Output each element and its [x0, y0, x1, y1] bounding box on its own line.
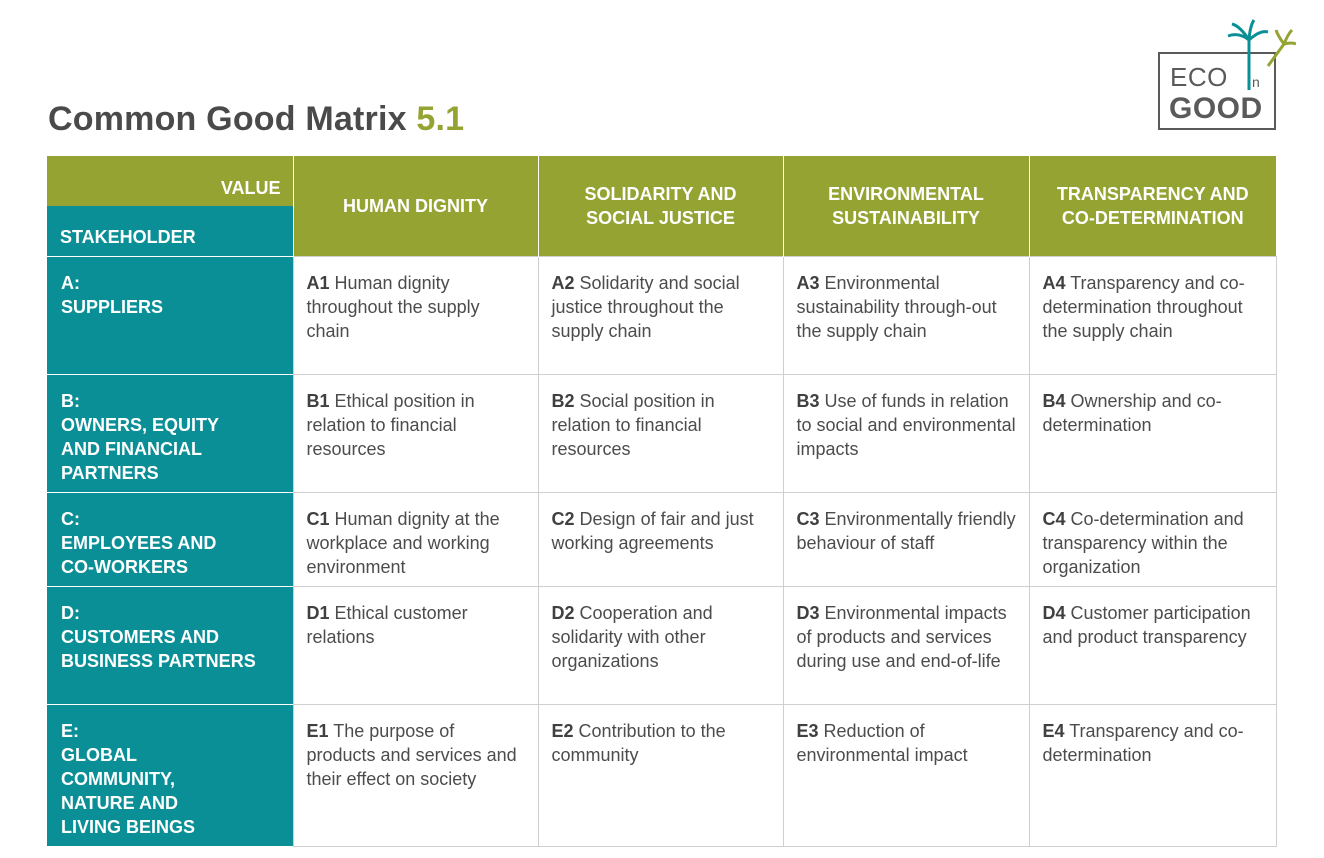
cell-code: E4 — [1042, 720, 1065, 741]
cell-text: Cooperation and solidarity with other organizations — [551, 602, 713, 671]
cell-text: Transparency and co-determination — [1042, 720, 1244, 765]
matrix-row-b — [47, 374, 1276, 492]
row-id: D: — [61, 602, 80, 623]
cell-code: C1 — [306, 508, 330, 529]
cell-code: B4 — [1042, 390, 1066, 411]
matrix-cell-b4 — [1029, 374, 1276, 492]
logo-eco-text: ECO — [1170, 62, 1228, 92]
row-label-line: PARTNERS — [61, 462, 159, 483]
matrix-cell-a4 — [1029, 256, 1276, 374]
matrix-cell-b1 — [293, 374, 538, 492]
cell-code: A4 — [1042, 272, 1066, 293]
cell-code: D1 — [306, 602, 330, 623]
cell-text: Use of funds in relation to social and environmental impacts — [796, 390, 1016, 459]
row-header-employees — [47, 492, 293, 586]
matrix-row-e — [47, 704, 1276, 846]
title-version: 5.1 — [416, 100, 465, 138]
matrix-cell-c3 — [783, 492, 1029, 586]
cell-code: A1 — [306, 272, 330, 293]
cell-text: Social position in relation to financial resources — [551, 390, 715, 459]
column-header-environmental — [783, 156, 1029, 256]
cell-code: B3 — [796, 390, 820, 411]
value-header — [47, 156, 293, 206]
cell-code: D4 — [1042, 602, 1066, 623]
title-main: Common Good Matrix — [48, 100, 407, 138]
cell-text: Environmentally friendly behaviour of staff — [796, 508, 1016, 553]
row-header-customers — [47, 586, 293, 704]
cell-text: Environmental impacts of products and services during use and end-of-life — [796, 602, 1007, 671]
row-id: B: — [61, 390, 80, 411]
row-label-line: GLOBAL — [61, 744, 137, 765]
value-label: VALUE — [220, 177, 281, 198]
matrix-cell-d3 — [783, 586, 1029, 704]
cell-text: Human dignity at the workplace and working environment — [306, 508, 500, 577]
matrix-row-c — [47, 492, 1276, 586]
row-label-line: LIVING BEINGS — [61, 816, 196, 837]
row-label-line: NATURE AND — [61, 792, 178, 813]
cell-text: Transparency and co-determination throughout the supply chain — [1042, 272, 1245, 341]
common-good-matrix — [47, 156, 1277, 847]
row-header-global-community — [47, 704, 293, 846]
matrix-cell-d2 — [538, 586, 783, 704]
row-id: A: — [61, 272, 80, 293]
cell-text: Design of fair and just working agreements — [551, 508, 754, 553]
cell-text: Ownership and co-determination — [1042, 390, 1222, 435]
row-label-line: CO-WORKERS — [61, 556, 188, 577]
column-header-line: SUSTAINABILITY — [832, 207, 980, 228]
matrix-cell-c1 — [293, 492, 538, 586]
cell-text: Human dignity throughout the supply chain — [306, 272, 480, 341]
row-label-line: SUPPLIERS — [61, 296, 164, 317]
row-label-line: BUSINESS PARTNERS — [61, 650, 256, 671]
row-header-suppliers — [47, 256, 293, 374]
column-header-human-dignity — [293, 156, 538, 256]
matrix-cell-a3 — [783, 256, 1029, 374]
matrix-cell-c4 — [1029, 492, 1276, 586]
cell-text: Ethical customer relations — [306, 602, 468, 647]
column-header-line: ENVIRONMENTAL — [828, 183, 984, 204]
column-header-line: CO-DETERMINATION — [1061, 207, 1244, 228]
row-label-line: OWNERS, EQUITY — [61, 414, 220, 435]
cell-code: E3 — [796, 720, 819, 741]
column-header-solidarity — [538, 156, 783, 256]
matrix-cell-e4 — [1029, 704, 1276, 846]
cell-code: B2 — [551, 390, 575, 411]
logo-n-text: n — [1252, 74, 1260, 90]
row-id: C: — [61, 508, 80, 529]
matrix-row-d — [47, 586, 1276, 704]
column-header-line: SOLIDARITY AND — [584, 183, 737, 204]
logo-good-text: GOOD — [1169, 92, 1263, 125]
cell-code: D3 — [796, 602, 820, 623]
cell-text: Customer participation and product transparency — [1042, 602, 1251, 647]
cell-text: Solidarity and social justice throughout the supply chain — [551, 272, 740, 341]
cell-code: B1 — [306, 390, 330, 411]
cell-text: Environmental sustainability through-out the supply chain — [796, 272, 997, 341]
matrix-row-a — [47, 256, 1276, 374]
palm-tree-icon — [1222, 18, 1296, 94]
matrix-cell-a2 — [538, 256, 783, 374]
cell-code: D2 — [551, 602, 575, 623]
cell-code: C4 — [1042, 508, 1066, 529]
cell-code: A3 — [796, 272, 820, 293]
cell-code: E2 — [551, 720, 574, 741]
cell-text: Contribution to the community — [551, 720, 726, 765]
cell-text: Co-determination and transparency within the organization — [1042, 508, 1244, 577]
cell-text: Ethical position in relation to financial resources — [306, 390, 475, 459]
matrix-cell-b2 — [538, 374, 783, 492]
cell-text: Reduction of environmental impact — [796, 720, 968, 765]
column-header-line: SOCIAL JUSTICE — [586, 207, 735, 228]
cell-code: C3 — [796, 508, 820, 529]
column-header-line: TRANSPARENCY AND — [1056, 183, 1249, 204]
row-label-line: AND FINANCIAL — [61, 438, 202, 459]
cell-code: A2 — [551, 272, 575, 293]
cell-text: The purpose of products and services and their effect on society — [306, 720, 517, 789]
page-title — [48, 100, 464, 139]
matrix-cell-d4 — [1029, 586, 1276, 704]
cell-code: C2 — [551, 508, 575, 529]
stakeholder-header — [47, 206, 293, 256]
matrix-cell-d1 — [293, 586, 538, 704]
row-id: E: — [61, 720, 79, 741]
matrix-cell-e1 — [293, 704, 538, 846]
row-label-line: CUSTOMERS AND — [61, 626, 220, 647]
column-header-transparency — [1029, 156, 1276, 256]
stakeholder-label: STAKEHOLDER — [60, 227, 196, 248]
matrix-cell-a1 — [293, 256, 538, 374]
row-header-owners — [47, 374, 293, 492]
matrix-cell-b3 — [783, 374, 1029, 492]
matrix-cell-e3 — [783, 704, 1029, 846]
matrix-cell-c2 — [538, 492, 783, 586]
matrix-cell-e2 — [538, 704, 783, 846]
cell-code: E1 — [306, 720, 329, 741]
row-label-line: EMPLOYEES AND — [61, 532, 217, 553]
column-header-line: HUMAN DIGNITY — [343, 195, 488, 216]
row-label-line: COMMUNITY, — [61, 768, 175, 789]
